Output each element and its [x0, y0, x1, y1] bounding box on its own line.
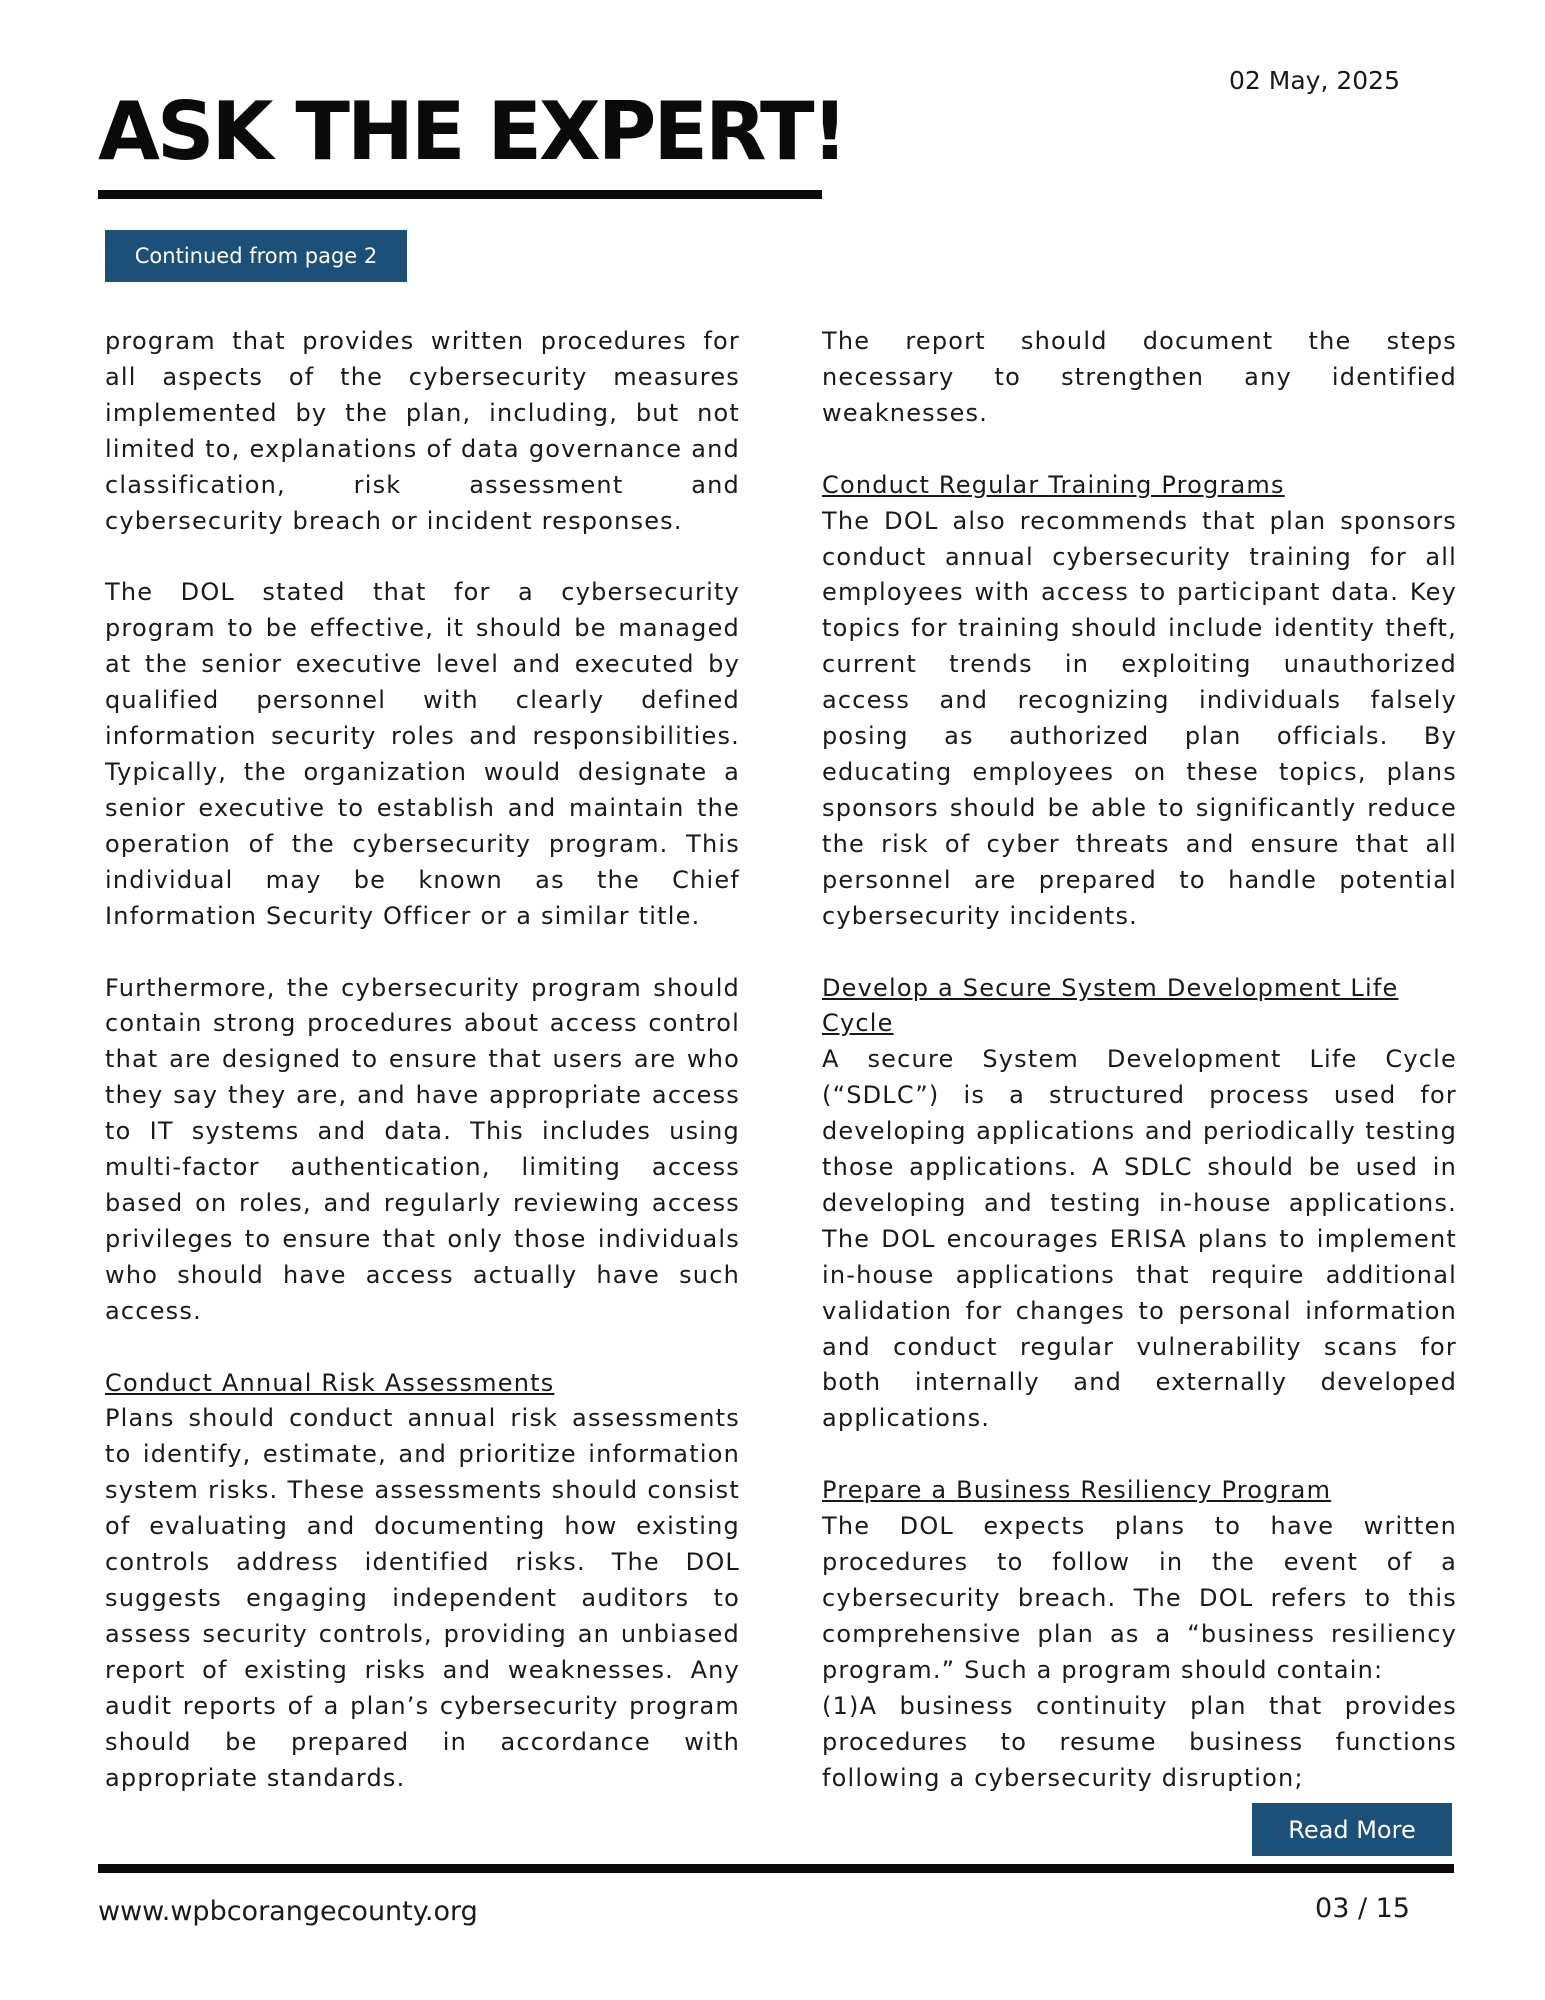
- article-paragraph: The DOL expects plans to have written procedures to follow in the event of a cybersecurity breach. The DOL refers to this comprehensive plan as a “business resiliency program.” Such a program should contain:: [822, 1512, 1457, 1684]
- title-divider: [98, 190, 822, 199]
- page-title: ASK THE EXPERT!: [98, 85, 846, 178]
- paragraph-spacer: [105, 539, 740, 575]
- left-column: [105, 324, 740, 1796]
- page-number: 03 / 15: [1315, 1893, 1410, 1924]
- paragraph-spacer: [105, 935, 740, 971]
- paragraph-spacer: [105, 1330, 740, 1366]
- read-more-button[interactable]: Read More: [1252, 1803, 1452, 1856]
- article-paragraph: The report should document the steps necessary to strengthen any identified weaknesses.: [822, 327, 1457, 427]
- right-column: [822, 324, 1457, 1796]
- section-heading-risk: Conduct Annual Risk Assessments: [105, 1368, 555, 1397]
- paragraph-spacer: [822, 1437, 1457, 1473]
- article-paragraph: A secure System Development Life Cycle (“SDLC”) is a structured process used for developing applications and periodically testing those applications. A SDLC should be used in developing and testing in-house applications. The DOL encourages ERISA plans to implement in-house applications that require additional validation for changes to personal information and conduct regular vulnerability scans for both internally and externally developed applications.: [822, 1045, 1457, 1433]
- section-heading-resiliency: Prepare a Business Resiliency Program: [822, 1476, 1332, 1505]
- paragraph-spacer: [822, 935, 1457, 971]
- paragraph-spacer: [822, 432, 1457, 468]
- issue-date: 02 May, 2025: [1229, 66, 1400, 95]
- section-heading-training: Conduct Regular Training Programs: [822, 470, 1285, 499]
- website-link[interactable]: www.wpbcorangecounty.org: [98, 1896, 478, 1927]
- article-paragraph: The DOL stated that for a cybersecurity program to be effective, it should be managed at the senior executive level and executed by qualified personnel with clearly defined information security roles and responsibilities. Typically, the organization would designate a senior executive to establish and maintain the operation of the cybersecurity program. This individual may be known as the Chief Information Security Officer or a similar title.: [105, 578, 740, 930]
- article-paragraph: Plans should conduct annual risk assessments to identify, estimate, and prioritize information system risks. These assessments should consist of evaluating and documenting how existing controls address identified risks. The DOL suggests engaging independent auditors to assess security controls, providing an unbiased report of existing risks and weaknesses. Any audit reports of a plan’s cybersecurity program should be prepared in accordance with appropriate standards.: [105, 1404, 740, 1792]
- article-paragraph: The DOL also recommends that plan sponsors conduct annual cybersecurity training for all employees with access to participant data. Key topics for training should include identity theft, current trends in exploiting unauthorized access and recognizing individuals falsely posing as authorized plan officials. By educating employees on these topics, plans sponsors should be able to significantly reduce the risk of cyber threats and ensure that all personnel are prepared to handle potential cybersecurity incidents.: [822, 506, 1457, 930]
- section-heading-sdlc: Develop a Secure System Development Life Cycle: [822, 973, 1399, 1038]
- continued-badge: Continued from page 2: [105, 230, 407, 282]
- article-paragraph: Furthermore, the cybersecurity program should contain strong procedures about access control that are designed to ensure that users are who they say they are, and have appropriate access to IT systems and data. This includes using multi-factor authentication, limiting access based on roles, and regularly reviewing access privileges to ensure that only those individuals who should have access actually have such access.: [105, 973, 740, 1325]
- footer-divider: [98, 1864, 1454, 1873]
- article-paragraph: program that provides written procedures for all aspects of the cybersecurity measures implemented by the plan, including, but not limited to, explanations of data governance and classification, risk assessment and cybersecurity breach or incident responses.: [105, 327, 740, 535]
- article-paragraph: (1)A business continuity plan that provides procedures to resume business functions following a cybersecurity disruption;: [822, 1691, 1457, 1792]
